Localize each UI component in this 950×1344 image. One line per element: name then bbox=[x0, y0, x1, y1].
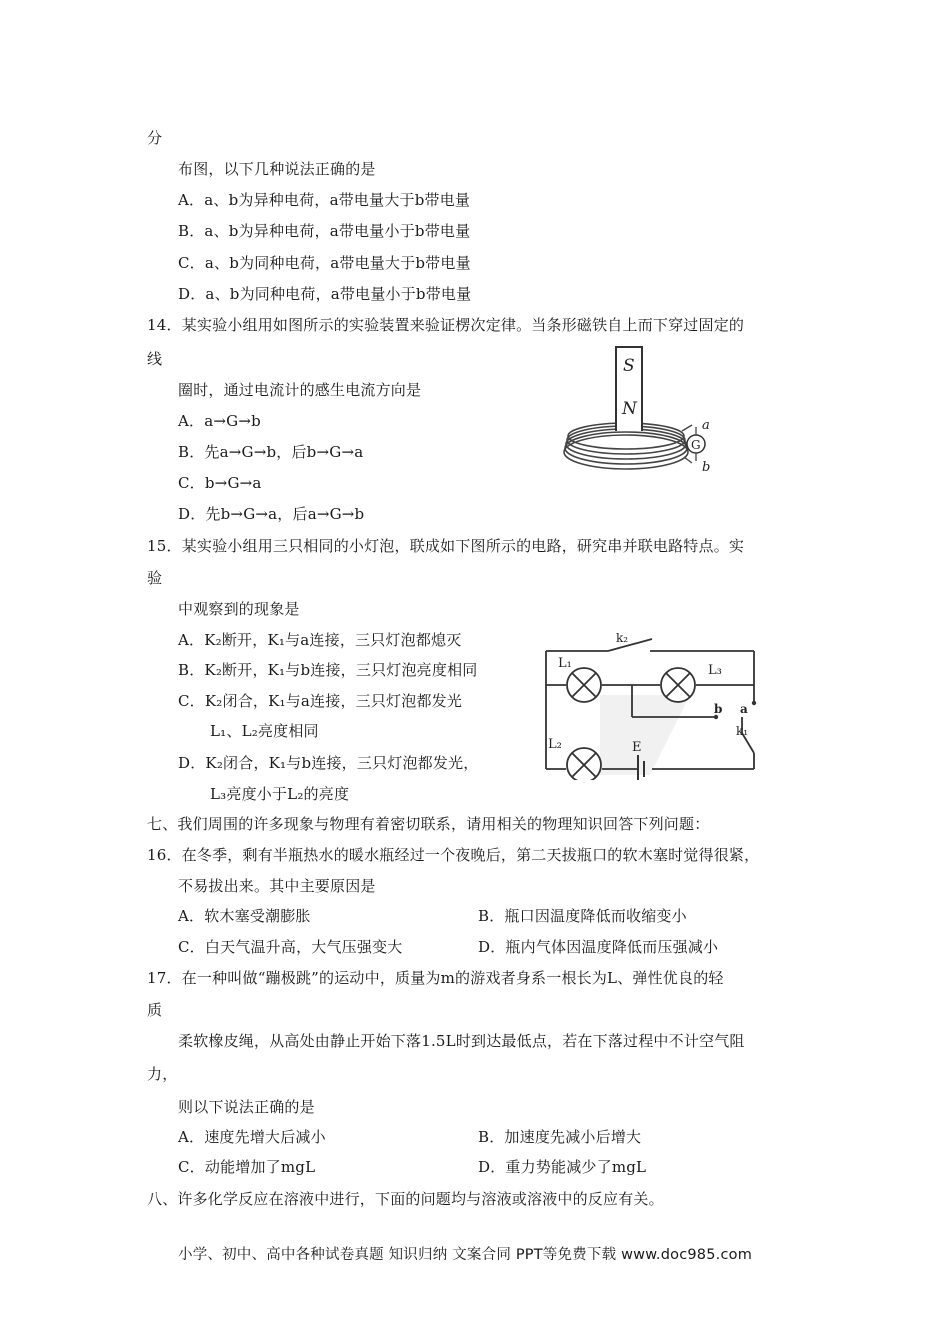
option-d-cont: L₃亮度小于L₂的亮度 bbox=[210, 785, 350, 803]
option-c: C．白天气温升高，大气压强变大 bbox=[178, 938, 403, 956]
lamp-l1-icon bbox=[567, 668, 601, 702]
question-17-stem-cont: 质 bbox=[147, 1001, 163, 1019]
question-16-stem: 16．在冬季，剩有半瓶热水的暖水瓶经过一个夜晚后，第二天拔瓶口的软木塞时觉得很紧， bbox=[147, 846, 760, 864]
question-17-stem-cont: 则以下说法正确的是 bbox=[178, 1098, 315, 1116]
option-c-cont: L₁、L₂亮度相同 bbox=[210, 722, 319, 740]
question-15-stem-cont: 中观察到的现象是 bbox=[178, 600, 300, 618]
option-a: A．速度先增大后减小 bbox=[178, 1128, 326, 1146]
question-stem: 布图，以下几种说法正确的是 bbox=[178, 160, 376, 178]
option-a: A．a→G→b bbox=[178, 412, 261, 430]
section-7-heading: 七、我们周围的许多现象与物理有着密切联系，请用相关的物理知识回答下列问题： bbox=[147, 815, 710, 833]
question-15-stem: 15．某实验小组用三只相同的小灯泡，联成如下图所示的电路，研究串并联电路特点。实 bbox=[147, 537, 745, 555]
option-d: D．K₂闭合，K₁与b连接，三只灯泡都发光， bbox=[178, 754, 479, 772]
switch-k1-label: k₁ bbox=[736, 724, 749, 738]
option-b: B．a、b为异种电荷，a带电量小于b带电量 bbox=[178, 222, 471, 240]
question-14-stem: 14．某实验小组用如图所示的实验装置来验证楞次定律。当条形磁铁自上而下穿过固定的 bbox=[147, 316, 745, 334]
magnet-n-label: N bbox=[622, 399, 637, 419]
question-14-stem-cont: 圈时，通过电流计的感生电流方向是 bbox=[178, 381, 422, 399]
option-d: D．瓶内气体因温度降低而压强减小 bbox=[478, 938, 719, 956]
question-16-stem-cont: 不易拔出来。其中主要原因是 bbox=[178, 877, 376, 895]
lamp-l3-icon bbox=[661, 668, 695, 702]
question-17-stem-cont: 柔软橡皮绳，从高处由静止开始下落1.5L时到达最低点，若在下落过程中不计空气阻 bbox=[178, 1032, 745, 1050]
contact-b-label: b bbox=[714, 702, 723, 716]
page-footer: 小学、初中、高中各种试卷真题 知识归纳 文案合同 PPT等免费下载 www.doc985.com bbox=[178, 1247, 753, 1263]
circuit-figure bbox=[540, 625, 770, 780]
option-b: B．加速度先减小后增大 bbox=[478, 1128, 642, 1146]
contact-a-label: a bbox=[740, 702, 748, 716]
option-b: B．K₂断开，K₁与b连接，三只灯泡亮度相同 bbox=[178, 661, 478, 679]
galvanometer-label: G bbox=[691, 438, 701, 452]
magnet-coil-figure bbox=[560, 343, 720, 485]
option-c: C．动能增加了mgL bbox=[178, 1158, 316, 1176]
switch-k2-label: k₂ bbox=[616, 631, 629, 645]
lamp-l2-icon bbox=[567, 748, 601, 780]
option-d: D．先b→G→a，后a→G→b bbox=[178, 505, 365, 523]
option-a: A．软木塞受潮膨胀 bbox=[178, 907, 311, 925]
lamp-l3-label: L₃ bbox=[708, 663, 722, 678]
option-c: C．a、b为同种电荷，a带电量大于b带电量 bbox=[178, 254, 471, 272]
option-a: A．a、b为异种电荷，a带电量大于b带电量 bbox=[178, 191, 471, 209]
section-8-heading: 八、许多化学反应在溶液中进行，下面的问题均与溶液或溶液中的反应有关。 bbox=[147, 1190, 664, 1208]
option-d: D．重力势能减少了mgL bbox=[478, 1158, 647, 1176]
question-15-stem-cont: 验 bbox=[147, 569, 163, 587]
question-14-stem-cont: 线 bbox=[147, 350, 163, 368]
magnet-s-label: S bbox=[623, 356, 635, 376]
lamp-l2-label: L₂ bbox=[548, 737, 562, 752]
option-b: B．先a→G→b，后b→G→a bbox=[178, 443, 364, 461]
lamp-l1-label: L₁ bbox=[558, 656, 572, 671]
option-d: D．a、b为同种电荷，a带电量小于b带电量 bbox=[178, 285, 472, 303]
question-17-stem-cont: 力， bbox=[147, 1065, 178, 1083]
option-c: C．K₂闭合，K₁与a连接，三只灯泡都发光 bbox=[178, 692, 463, 710]
battery-label: E bbox=[632, 740, 642, 755]
option-b: B．瓶口因温度降低而收缩变小 bbox=[478, 907, 687, 925]
terminal-a-label: a bbox=[702, 418, 710, 433]
option-c: C．b→G→a bbox=[178, 474, 262, 492]
text-line: 分 bbox=[147, 129, 163, 147]
question-17-stem: 17．在一种叫做“蹦极跳”的运动中，质量为m的游戏者身系一根长为L、弹性优良的轻 bbox=[147, 969, 724, 987]
terminal-b-label: b bbox=[702, 460, 711, 475]
option-a: A．K₂断开，K₁与a连接，三只灯泡都熄灭 bbox=[178, 631, 462, 649]
